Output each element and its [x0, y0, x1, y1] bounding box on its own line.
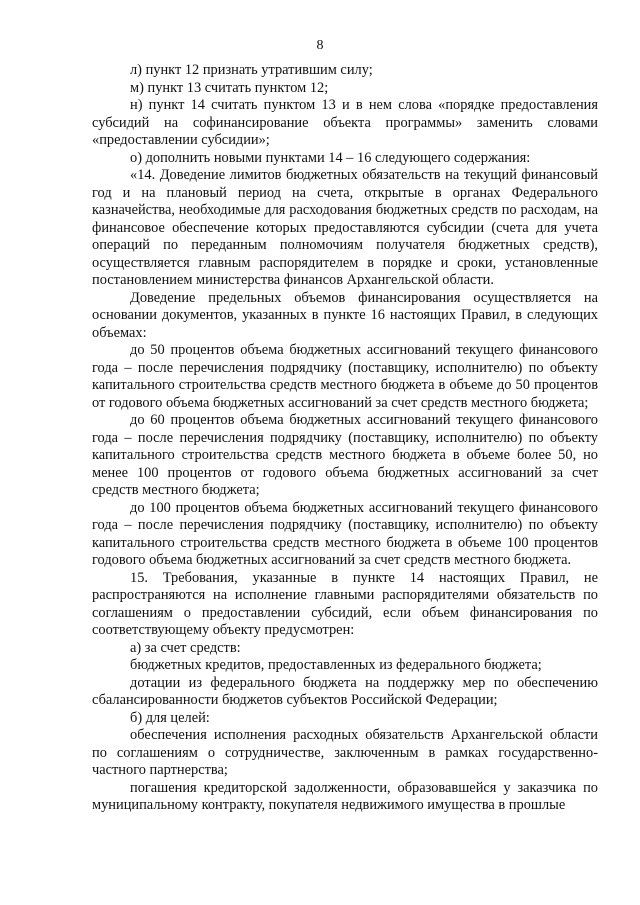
paragraph-b: б) для целей:: [130, 709, 210, 726]
paragraph-l: л) пункт 12 признать утратившим силу;: [130, 62, 373, 78]
paragraph-a: а) за счет средств:: [130, 639, 241, 656]
document-body: [92, 62, 598, 815]
page-number: 8: [316, 38, 324, 53]
paragraph-m: м) пункт 13 считать пунктом 12;: [130, 79, 329, 96]
paragraph-financing-limits: Доведение предельных объемов финансирования осуществляется на основании документов, указанных в пункте 16 настоящих Правил, в следующих объемах:: [92, 289, 598, 341]
paragraph-up-to-100: до 100 процентов объема бюджетных ассигнований текущего финансового года – после перечисления подрядчику (поставщику, исполнителю) по объекту капитального строительства средств местного бюджета в объеме 100 процентов годового объема бюджетных ассигнований за счет средств местного бюджета.: [92, 499, 598, 568]
paragraph-o: о) дополнить новыми пунктами 14 – 16 следующего содержания:: [130, 149, 531, 166]
paragraph-14: «14. Доведение лимитов бюджетных обязательств на текущий финансовый год и на плановый период на счета, открытые в органах Федерального казначейства, необходимые для расходования бюджетных средств по расходам, на финансовое обеспечение которых предоставляются субсидии (счета для учета операций по переданным полномочиям получателя бюджетных средств), осуществляется главным распорядителем в порядке и сроки, установленные постановлением министерства финансов Архангельской области.: [92, 167, 598, 288]
paragraph-15: 15. Требования, указанные в пункте 14 настоящих Правил, не распространяются на исполнение главными распорядителями обязательств по соглашениям о предоставлении субсидий, если объем финансирования по соответствующему объекту предусмотрен:: [92, 569, 598, 638]
paragraph-up-to-60: до 60 процентов объема бюджетных ассигнований текущего финансового года – после перечисления подрядчику (поставщику, исполнителю) по объекту капитального строительства средств местного бюджета в объеме более 50, но менее 100 процентов от годового объема бюджетных ассигнований за счет средств местного бюджета;: [92, 412, 598, 498]
paragraph-obligations: обеспечения исполнения расходных обязательств Архангельской области по соглашениям о сотрудничестве, заключенным в рамках государственно-частного партнерства;: [92, 727, 598, 778]
paragraph-budget-credits: бюджетных кредитов, предоставленных из федерального бюджета;: [130, 657, 542, 673]
paragraph-debt-repayment: погашения кредиторской задолженности, образовавшейся у заказчика по муниципальному контракту, покупателя недвижимого имущества в прошлые: [92, 779, 598, 813]
paragraph-n: н) пункт 14 считать пунктом 13 и в нем слова «порядке предоставления субсидий на софинансирование объекта программы» заменить словами «предоставлении субсидии»;: [92, 97, 598, 148]
paragraph-grants: дотации из федерального бюджета на поддержку мер по обеспечению сбалансированности бюджетов субъектов Российской Федерации;: [92, 674, 598, 708]
paragraph-up-to-50: до 50 процентов объема бюджетных ассигнований текущего финансового года – после перечисления подрядчику (поставщику, исполнителю) по объекту капитального строительства средств местного бюджета в объеме до 50 процентов от годового объема бюджетных ассигнований за счет средств местного бюджета;: [92, 342, 598, 411]
